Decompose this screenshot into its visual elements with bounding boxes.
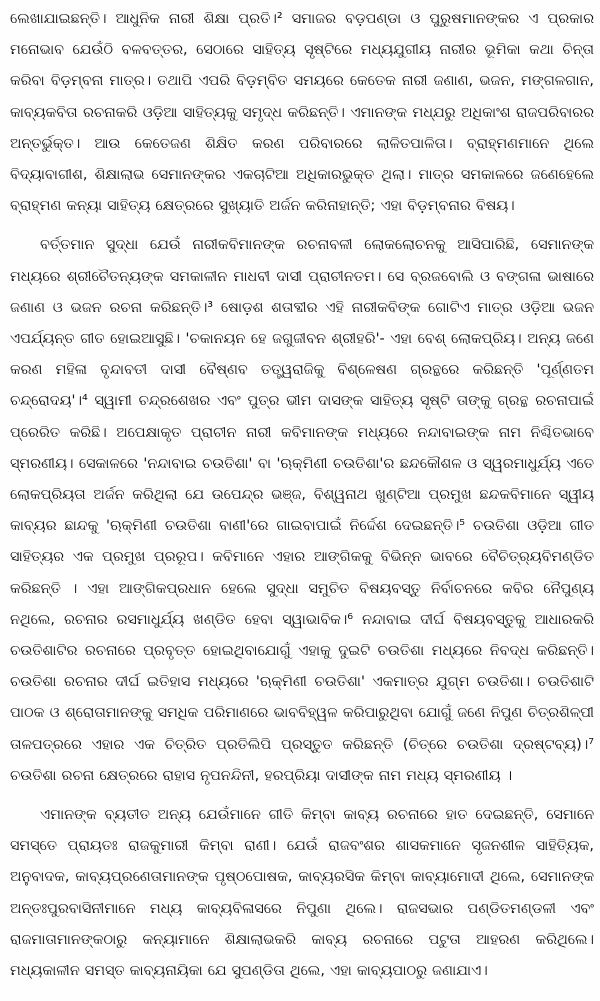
paragraph-2: ବର୍ତ୍ତମାନ ସୁଦ୍ଧା ଯେଉଁ ନାରୀକବିମାନଙ୍କ ରଚନାବଳୀ ଲୋକଲୋଚନକୁ ଆସିପାରିଛି, ସେମାନଙ୍କ ମଧ୍ୟରେ ଶ୍ରୀଚୈତନ୍ୟଙ୍କ ସମକାଳୀନ ମାଧବୀ ଦାସୀ ପ୍ରାଚୀନତମ। ସେ ବ୍ରଜବୋଲି ଓ ବଙ୍ଗଳା ଭାଷାରେ ଜଣାଣ ଓ ଭଜନ ରଚନା କରିଛନ୍ତି।³ ଷୋଡ଼ଶ ଶତାବ୍ଦୀର ଏହି ନାରୀକବିଙ୍କ ଗୋଟିଏ ମାତ୍ର ଓଡ଼ିଆ ଭଜନ ଏପର୍ଯ୍ୟନ୍ତ ଗୀତ ହୋଇଆସୁଛି। 'ଚକାନୟନ ହେ ଜଗୁଜୀବନ ଶ୍ରୀହରି'- ଏହା ବେଶ୍ ଲୋକପ୍ରିୟ। ଅନ୍ୟ ଜଣେ କରଣ ମହିଳା ବୃନ୍ଦାବତୀ ଦାସୀ ବୈଷ୍ଣବ ତତ୍ତ୍ୱରାଜିକୁ ବିଶ୍ଳେଷଣ ଗ୍ରନ୍ଥରେ କରିଛନ୍ତି 'ପୂର୍ଣ୍ଣତମ ଚନ୍ଦ୍ରୋଦୟ'।⁴ ସ୍ୱାମୀ ଚନ୍ଦ୍ରଶେଖର ଏବଂ ପୁତ୍ର ଭୀମ ଦାସଙ୍କ ସାହିତ୍ୟ ସୃଷ୍ଟି ତାଙ୍କୁ ଗ୍ରନ୍ଥ ରଚନାପାଇଁ ପ୍ରେରିତ କରିଛି। ଅପେକ୍ଷାକୃତ ପ୍ରାଚୀନ ନାରୀ କବିମାନଙ୍କ ମଧ୍ୟରେ ନନ୍ଦାବାଇଙ୍କ ନାମ ନିଶ୍ଚିତଭାବେ ସ୍ମରଣୀୟ। ସେକାଳରେ 'ନନ୍ଦାବାଇ ଚଉତିଶା' ବା 'ଋକ୍ମିଣୀ ଚଉତିଶା'ର ଛନ୍ଦକୌଶଳ ଓ ସ୍ୱରମାଧୁର୍ଯ୍ୟ ଏତେ ଲୋକପ୍ରିୟତା ଅର୍ଜନ କରିଥିଲା ଯେ ଉପେନ୍ଦ୍ର ଭଞ୍ଜ, ବିଶ୍ୱନାଥ ଖୁଣ୍ଟିଆ ପ୍ରମୁଖ ଛନ୍ଦକବିମାନେ ସ୍ୱୀୟ କାବ୍ୟର ଛାନ୍ଦକୁ 'ଋକ୍ମିଣୀ ଚଉତିଶା ବାଣୀ'ରେ ଗାଇବାପାଇଁ ନିର୍ଦ୍ଦେଶ ଦେଇଛନ୍ତି।⁵ ଚଉତିଶା ଓଡ଼ିଆ ଗୀତ ସାହିତ୍ୟର ଏକ ପ୍ରମୁଖ ପ୍ରରୂପ। କବିମାନେ ଏହାର ଆଙ୍ଗିକକୁ ବିଭିନ୍ନ ଭାବରେ ବୈଚିତ୍ର୍ୟବିମଣ୍ଡିତ କରିଛନ୍ତି । ଏହା ଆଙ୍ଗିକପ୍ରଧାନ ହେଲେ ସୁଦ୍ଧା ସମୁଚିତ ବିଷୟବସ୍ତୁ ନିର୍ବାଚନରେ କବିର ନୈପୁଣ୍ୟ ନଥିଲେ, ରଚନାର ରସମାଧୁର୍ଯ୍ୟ ଖଣ୍ଡିତ ହେବା ସ୍ୱାଭାବିକ।⁶ ନନ୍ଦାବାଇ ଦୀର୍ଘ ବିଷୟବସ୍ତୁକୁ ଆଧାରକରି ଚଉତିଶାଟିର ରଚନାରେ ପ୍ରବୃତ୍ତ ହୋଇଥିବାଯୋଗୁଁ ଏହାକୁ ଦୁଇଟି ଚଉତିଶା ମଧ୍ୟରେ ନିବଦ୍ଧ କରିଛନ୍ତି। ଚଉତିଶା ରଚନାର ଦୀର୍ଘ ଇତିହାସ ମଧ୍ୟରେ 'ଋକ୍ମିଣୀ ଚଉତିଶା' ଏକମାତ୍ର ଯୁଗ୍ମ ଚଉତିଶା। ଚଉତିଶାଟି ପାଠକ ଓ ଶ୍ରୋତାମାନଙ୍କୁ ସମଧିକ ପରିମାଣରେ ଭାବବିହ୍ୱଳ କରିପାରୁଥିବା ଯୋଗୁଁ ଜଣେ ନିପୁଣ ଚିତ୍ରଶିଳ୍ପୀ ତାଳପତ୍ରରେ ଏହାର ଏକ ଚିତ୍ରିତ ପ୍ରତିଲିପି ପ୍ରସ୍ତୁତ କରିଛନ୍ତି (ଚିତ୍ରେ ଚଉତିଶା ଦ୍ରଷ୍ଟବ୍ୟ)।⁷ ଚଉତିଶା ରଚନା କ୍ଷେତ୍ରରେ ରାହାସ ନୃପନନ୍ଦିନୀ, ହରପ୍ରିୟା ଦାସୀଙ୍କ ନାମ ମଧ୍ୟ ସ୍ମରଣୀୟ ।: [10, 237, 594, 784]
paragraph-1: ଲେଖାଯାଇଛନ୍ତି। ଆଧୁନିକ ନାରୀ ଶିକ୍ଷା ପ୍ରତି।² ସମାଜର ବଡ଼ପଣ୍ଡା ଓ ପୁରୁଷମାନଙ୍କର ଏ ପ୍ରକାର ମନୋଭାବ ଯେଉଁଠି ବଳବତ୍ତର, ସେଠାରେ ସାହିତ୍ୟ ସୃଷ୍ଟିରେ ମଧ୍ୟଯୁଗୀୟ ନାରୀର ଭୂମିକା କଥା ଚିନ୍ତା କରିବା ବିଡ଼ମ୍ବନା ମାତ୍ର। ତଥାପି ଏପରି ବିଡ଼ମ୍ବିତ ସମୟରେ କେତେକ ନାରୀ ଜଣାଣ, ଭଜନ, ମଙ୍ଗଳଗାନ, କାବ୍ୟକବିତା ରଚନାକରି ଓଡ଼ିଆ ସାହିତ୍ୟକୁ ସମୃଦ୍ଧ କରିଛନ୍ତି। ଏମାନଙ୍କ ମଧ୍ଯରୁ ଅଧିକାଂଶ ରାଜପରିବାରର ଅନ୍ତର୍ଭୁକ୍ତ। ଆଉ କେତେଜଣ ଶିକ୍ଷିତ କରଣ ପରିବାରରେ ଲାଳିତପାଳିତା। ବ୍ରାହ୍ମଣମାନେ ଥିଲେ ବିଦ୍ୟାବାଗୀଶ, ଶିକ୍ଷାଲାଭ ସେମାନଙ୍କର ଏକଚାଟିଆ ଅଧିକାରଭୁକ୍ତ ଥିଲା। ମାତ୍ର ସମକାଳରେ ଜଣେହେଲେ ବ୍ରାହ୍ମଣ କନ୍ୟା ସାହିତ୍ୟ କ୍ଷେତ୍ରରେ ସୁଖ୍ୟାତି ଅର୍ଜନ କରିନାହାନ୍ତି; ଏହା ବିଡ଼ମ୍ବନାର ବିଷୟ।: [10, 11, 594, 215]
paragraph-3: ଏମାନଙ୍କ ବ୍ୟତୀତ ଅନ୍ୟ ଯେଉଁମାନେ ଗୀତି କିମ୍ବା କାବ୍ୟ ରଚନାରେ ହାତ ଦେଇଛନ୍ତି, ସେମାନେ ସମସ୍ତେ ପ୍ରାୟତଃ ରାଜକୁମାରୀ କିମ୍ବା ରାଣୀ। ଯେଉଁ ରାଜବଂଶର ଶାସକମାନେ ସୃଜନଶୀଳ ସାହିତ୍ୟିକ, ଅନୁବାଦକ, କାବ୍ୟପ୍ରଣେତାମାନଙ୍କ ପୃଷ୍ଠପୋଷକ, କାବ୍ୟରସିକ କିମ୍ବା କାବ୍ୟାମୋଦୀ ଥିଲେ, ସେମାନଙ୍କ ଅନ୍ତଃପୁରବାସିନୀମାନେ ମଧ୍ୟ କାବ୍ୟବିଳାସରେ ନିପୁଣା ଥିଲେ। ରାଜସଭାର ପଣ୍ଡିତମଣ୍ଡଳୀ ଏବଂ ରାଜମାତାମାନଙ୍କଠାରୁ କନ୍ୟାମାନେ ଶିକ୍ଷାଲାଭକରି କାବ୍ୟ ରଚନାରେ ପଟୁତା ଆହରଣ କରିଥିଲେ। ମଧ୍ୟକାଳୀନ ସମସ୍ତ କାବ୍ୟନାୟିକା ଯେ ସୁପଣ୍ଡିତା ଥିଲେ, ଏହା କାବ୍ୟପାଠରୁ ଜଣାଯାଏ।: [10, 807, 594, 980]
